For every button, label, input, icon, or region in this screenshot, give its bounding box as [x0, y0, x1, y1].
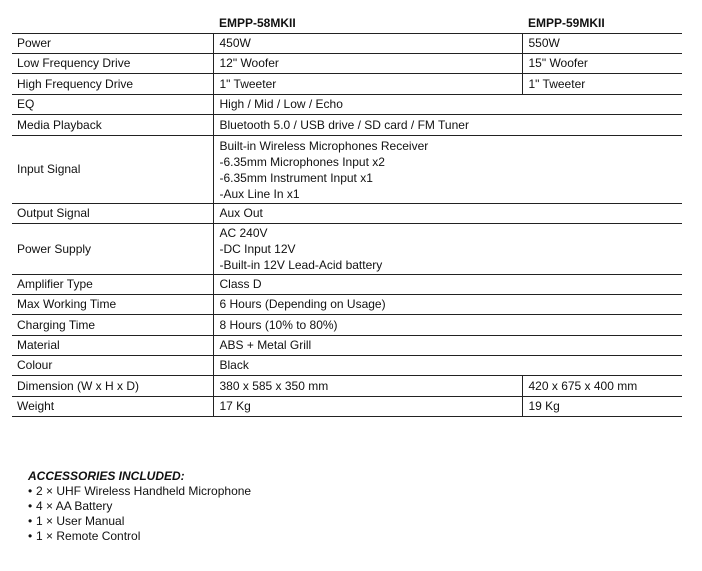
row-output-signal — [12, 204, 682, 224]
list-item — [28, 529, 251, 544]
value-shared — [213, 136, 682, 204]
value-shared: Class D — [213, 275, 682, 295]
value-line: -Built-in 12V Lead-Acid battery — [219, 258, 383, 272]
bullet-icon: • — [28, 514, 33, 528]
list-item — [28, 514, 251, 529]
value-58: 12" Woofer — [213, 54, 522, 74]
value-59: 550W — [522, 34, 682, 54]
value-line: Built-in Wireless Microphones Receiver — [219, 138, 429, 153]
list-item — [28, 484, 251, 499]
value-58: 380 x 585 x 350 mm — [213, 376, 522, 397]
row-charging-time — [12, 315, 682, 336]
param-label: Media Playback — [12, 115, 213, 136]
value-58: 1" Tweeter — [213, 74, 522, 95]
spec-table — [12, 9, 682, 417]
row-media-playback — [12, 115, 682, 136]
value-59: 1" Tweeter — [522, 74, 682, 95]
row-power — [12, 34, 682, 54]
accessories-title: ACCESSORIES INCLUDED: — [28, 469, 185, 483]
header-row — [12, 9, 682, 34]
param-label: Dimension (W x H x D) — [12, 376, 213, 397]
list-item — [28, 499, 251, 514]
row-max-working-time — [12, 295, 682, 315]
value-58: 17 Kg — [213, 397, 522, 417]
value-shared — [213, 224, 682, 275]
param-label: Power — [12, 34, 213, 54]
value-shared: 6 Hours (Depending on Usage) — [213, 295, 682, 315]
value-59: 19 Kg — [522, 397, 682, 417]
value-line: -6.35mm Instrument Input x1 — [219, 170, 373, 185]
param-label: Colour — [12, 356, 213, 376]
row-power-supply — [12, 224, 682, 275]
row-eq — [12, 95, 682, 115]
param-label: Max Working Time — [12, 295, 213, 315]
value-shared: ABS + Metal Grill — [213, 336, 682, 356]
accessories-section — [28, 468, 251, 544]
header-model-59: EMPP-59MKII — [522, 9, 682, 34]
value-line: AC 240V — [219, 226, 268, 240]
bullet-icon: • — [28, 484, 33, 498]
accessory-text: 1 × User Manual — [36, 514, 125, 528]
value-line: -DC Input 12V — [219, 242, 296, 256]
value-59: 15" Woofer — [522, 54, 682, 74]
value-shared: 8 Hours (10% to 80%) — [213, 315, 682, 336]
value-shared: High / Mid / Low / Echo — [213, 95, 682, 115]
param-label: Input Signal — [12, 136, 213, 204]
param-label: Power Supply — [12, 224, 213, 275]
header-model-58: EMPP-58MKII — [213, 9, 522, 34]
value-line: -Aux Line In x1 — [219, 186, 300, 201]
row-colour — [12, 356, 682, 376]
value-59: 420 x 675 x 400 mm — [522, 376, 682, 397]
row-low-frequency-drive — [12, 54, 682, 74]
param-label: Charging Time — [12, 315, 213, 336]
accessories-list — [28, 484, 251, 544]
value-shared: Aux Out — [213, 204, 682, 224]
param-label: Weight — [12, 397, 213, 417]
row-dimension — [12, 376, 682, 397]
param-label: Material — [12, 336, 213, 356]
header-param — [12, 9, 213, 34]
bullet-icon: • — [28, 529, 33, 543]
param-label: Amplifier Type — [12, 275, 213, 295]
bullet-icon: • — [28, 499, 33, 513]
value-shared: Black — [213, 356, 682, 376]
value-shared: Bluetooth 5.0 / USB drive / SD card / FM Tuner — [213, 115, 682, 136]
accessory-text: 4 × AA Battery — [36, 499, 113, 513]
row-weight — [12, 397, 682, 417]
row-high-frequency-drive — [12, 74, 682, 95]
row-material — [12, 336, 682, 356]
value-line: -6.35mm Microphones Input x2 — [219, 154, 385, 169]
param-label: EQ — [12, 95, 213, 115]
param-label: Low Frequency Drive — [12, 54, 213, 74]
accessory-text: 1 × Remote Control — [36, 529, 141, 543]
row-amplifier-type — [12, 275, 682, 295]
param-label: Output Signal — [12, 204, 213, 224]
row-input-signal — [12, 136, 682, 204]
accessory-text: 2 × UHF Wireless Handheld Microphone — [36, 484, 252, 498]
param-label: High Frequency Drive — [12, 74, 213, 95]
value-58: 450W — [213, 34, 522, 54]
